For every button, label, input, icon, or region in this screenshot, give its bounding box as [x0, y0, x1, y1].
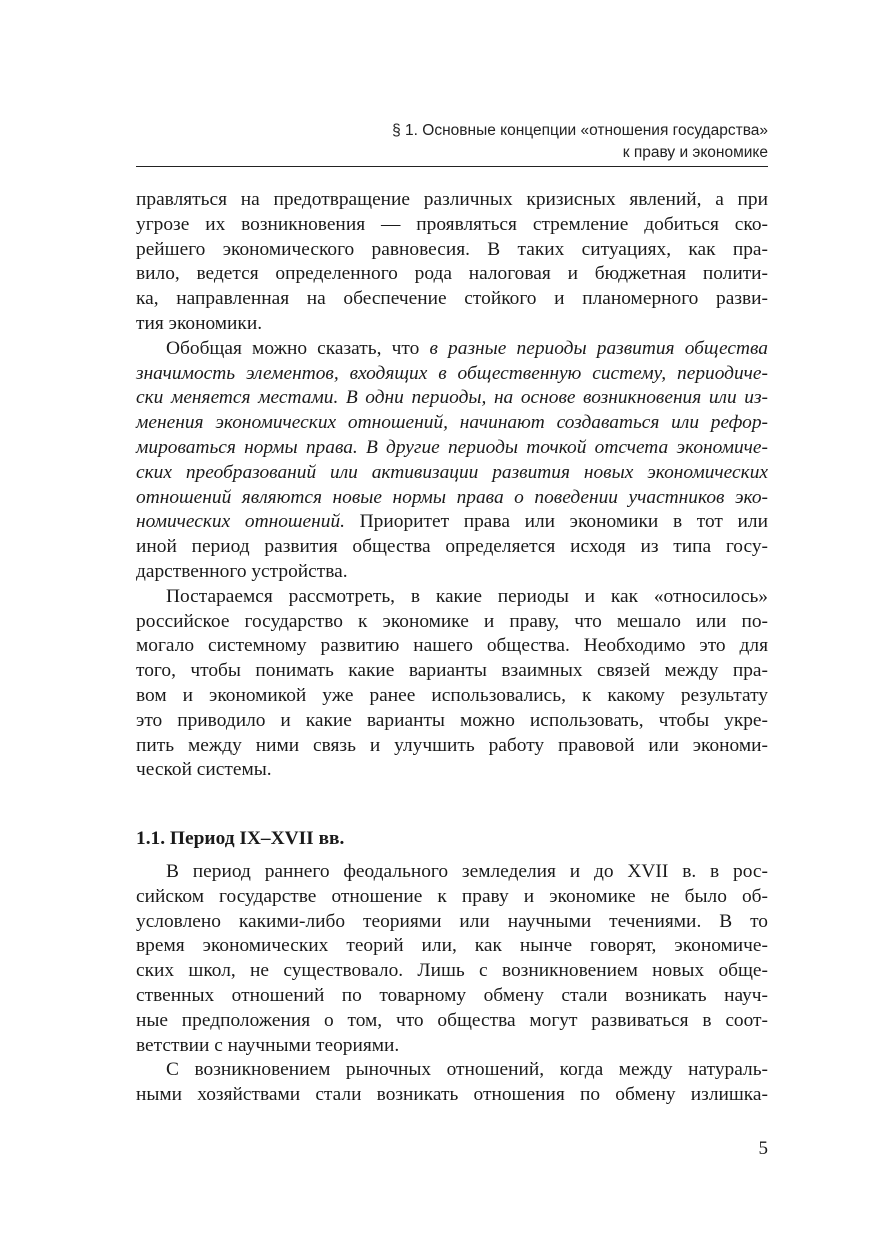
text-line — [136, 560, 768, 585]
page-number: 5 — [758, 1138, 768, 1159]
text-line — [136, 984, 768, 1009]
text-line — [136, 362, 768, 387]
text-line — [136, 337, 768, 362]
text-run: того, чтобы понимать какие варианты взаимных связей между пра- — [136, 660, 768, 682]
text-line — [136, 734, 768, 759]
text-line — [136, 659, 768, 684]
text-run: Постараемся рассмотреть, в какие периоды и как «относилось» — [166, 585, 768, 607]
text-run: иной период развития общества определяется исходя из типа госу- — [136, 536, 768, 558]
text-line — [136, 959, 768, 984]
text-line — [136, 860, 768, 885]
text-run: пить между ними связь и улучшить работу правовой или экономи- — [136, 734, 768, 756]
text-line — [136, 188, 768, 213]
text-run: ные предположения о том, что общества могут развиваться в соот- — [136, 1009, 768, 1031]
paragraph — [136, 337, 768, 585]
text-run: вом и экономикой уже ранее использовались, к какому результату — [136, 684, 768, 706]
section-gap — [136, 783, 768, 827]
paragraph — [136, 1058, 768, 1108]
italic-run: ских преобразований или активизации развития новых экономических — [136, 461, 768, 483]
text-line — [136, 1083, 768, 1108]
text-run: ственных отношений по товарному обмену стали возникать науч- — [136, 984, 768, 1006]
text-line — [136, 510, 768, 535]
text-run: В период раннего феодального земледелия и до XVII в. в рос- — [166, 860, 768, 882]
text-run: Обобщая можно сказать, что — [166, 337, 430, 359]
text-run: ными хозяйствами стали возникать отношения по обмену излишка- — [136, 1084, 768, 1106]
text-line — [136, 262, 768, 287]
text-run: ских школ, не существовало. Лишь с возникновением новых обще- — [136, 960, 768, 982]
text-line — [136, 486, 768, 511]
text-run: российское государство к экономике и праву, что мешало или по- — [136, 610, 768, 632]
text-line — [136, 1058, 768, 1083]
text-line — [136, 213, 768, 238]
text-line — [136, 461, 768, 486]
text-line — [136, 411, 768, 436]
text-run: сийском государстве отношение к праву и экономике не было об- — [136, 885, 768, 907]
text-run: ка, направленная на обеспечение стойкого и планомерного разви- — [136, 288, 768, 310]
text-line — [136, 436, 768, 461]
paragraph — [136, 585, 768, 783]
text-line — [136, 585, 768, 610]
italic-run: значимость элементов, входящих в общественную систему, периодиче- — [136, 362, 768, 384]
text-line — [136, 287, 768, 312]
page-body — [136, 188, 768, 1108]
italic-run: номических отношений. — [136, 511, 346, 533]
text-line — [136, 610, 768, 635]
italic-run: мироваться нормы права. В другие периоды точкой отсчета экономиче- — [136, 436, 768, 458]
italic-run: менения экономических отношений, начинают создаваться или рефор- — [136, 412, 768, 434]
text-line — [136, 684, 768, 709]
text-line — [136, 386, 768, 411]
running-head-line-1: § 1. Основные концепции «отношения государства» — [392, 122, 768, 139]
text-line — [136, 934, 768, 959]
running-head — [136, 120, 768, 164]
text-line — [136, 312, 768, 337]
text-run: рейшего экономического равновесия. В таких ситуациях, как пра- — [136, 238, 768, 260]
intro-paragraphs — [136, 188, 768, 783]
italic-run: ски меняется местами. В одни периоды, на основе возникновения или из- — [136, 387, 768, 409]
text-line — [136, 885, 768, 910]
text-run: могало системному развитию нашего общества. Необходимо это для — [136, 635, 768, 657]
text-run: время экономических теорий или, как нынче говорят, экономиче- — [136, 935, 768, 957]
text-run: ветствии с научными теориями. — [136, 1034, 400, 1056]
text-line — [136, 910, 768, 935]
paragraph — [136, 188, 768, 337]
text-run: ческой системы. — [136, 759, 272, 781]
section-paragraphs — [136, 860, 768, 1108]
text-line — [136, 1009, 768, 1034]
text-line — [136, 535, 768, 560]
text-line — [136, 634, 768, 659]
text-line — [136, 1034, 768, 1059]
text-run: условлено какими-либо теориями или научными течениями. В то — [136, 910, 768, 932]
italic-run: отношений являются новые нормы права о поведении участников эко- — [136, 486, 768, 508]
text-run: С возникновением рыночных отношений, когда между натураль- — [166, 1059, 768, 1081]
running-head-line-2: к праву и экономике — [622, 144, 768, 161]
header-rule — [136, 166, 768, 167]
paragraph — [136, 860, 768, 1058]
text-run: тия экономики. — [136, 312, 263, 334]
italic-run: в разные периоды развития общества — [429, 337, 768, 359]
text-run: правляться на предотвращение различных кризисных явлений, а при — [136, 189, 768, 210]
text-run: угрозе их возникновения — проявляться стремление добиться ско- — [136, 213, 768, 235]
section-heading: 1.1. Период IX–XVII вв. — [136, 828, 345, 850]
text-run: Приоритет права или экономики в тот или — [345, 511, 768, 533]
text-line — [136, 709, 768, 734]
text-line — [136, 238, 768, 263]
text-run: вило, ведется определенного рода налоговая и бюджетная полити- — [136, 263, 768, 285]
text-run: это приводило и какие варианты можно использовать, чтобы укре- — [136, 709, 768, 731]
text-run: дарственного устройства. — [136, 560, 348, 582]
text-line — [136, 758, 768, 783]
